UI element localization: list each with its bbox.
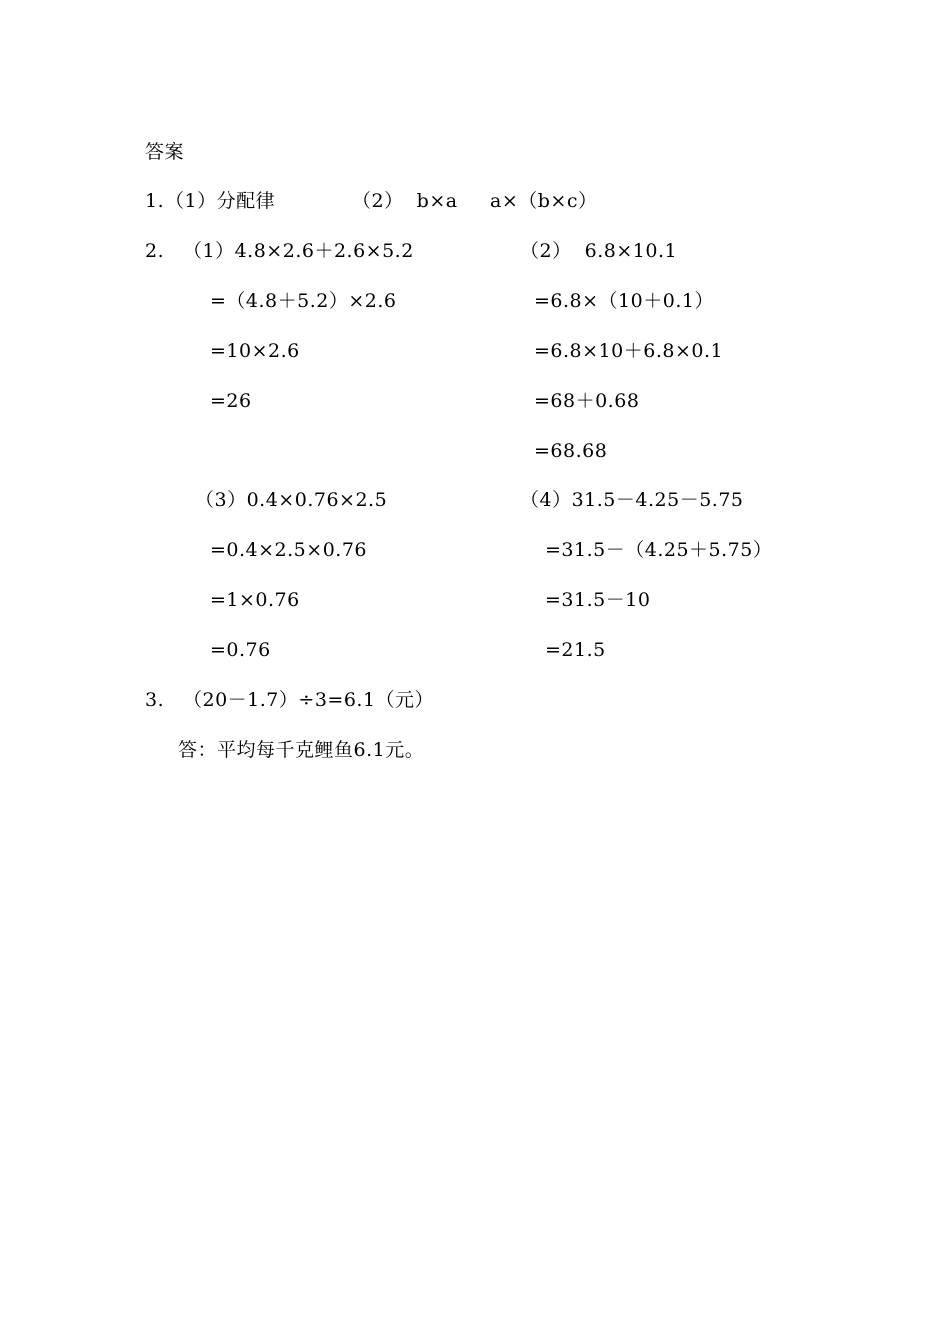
q2-p4-step: =31.5－（4.25＋5.75）	[545, 539, 773, 561]
q2-p2-step: =68＋0.68	[534, 390, 640, 412]
q3-number: 3.	[145, 689, 165, 711]
q3-expression: （20－1.7）÷3=6.1（元）	[183, 689, 435, 711]
q2-p3-step: =0.76	[210, 639, 271, 661]
q1-part3: a×（b×c）	[490, 190, 598, 212]
q2-p4-step: =31.5－10	[545, 589, 651, 611]
q2-p3-step: =0.4×2.5×0.76	[210, 539, 367, 561]
q2-p4-head: （4）31.5－4.25－5.75	[520, 489, 744, 511]
q2-p1-head: （1）4.8×2.6＋2.6×5.2	[183, 240, 414, 262]
q1-part1: （1）分配律	[165, 190, 276, 212]
q2-p2-step: =6.8×10＋6.8×0.1	[534, 340, 724, 362]
q2-p4-step: =21.5	[545, 639, 606, 661]
q2-number: 2.	[145, 240, 165, 262]
q2-p1-step: =10×2.6	[210, 340, 300, 362]
q2-p2-step: =6.8×（10＋0.1）	[534, 290, 714, 312]
q2-p1-step: =（4.8＋5.2）×2.6	[210, 290, 397, 312]
q1-number: 1.	[145, 190, 165, 212]
q2-p2-head: （2） 6.8×10.1	[520, 240, 678, 262]
page-title: 答案	[145, 141, 185, 163]
q3-answer: 答：平均每千克鲤鱼6.1元。	[178, 739, 425, 761]
q2-p3-head: （3）0.4×0.76×2.5	[195, 489, 388, 511]
q1-part2: （2） b×a	[352, 190, 458, 212]
q2-p1-step: =26	[210, 390, 252, 412]
q2-p2-step: =68.68	[534, 440, 608, 462]
q2-p3-step: =1×0.76	[210, 589, 300, 611]
